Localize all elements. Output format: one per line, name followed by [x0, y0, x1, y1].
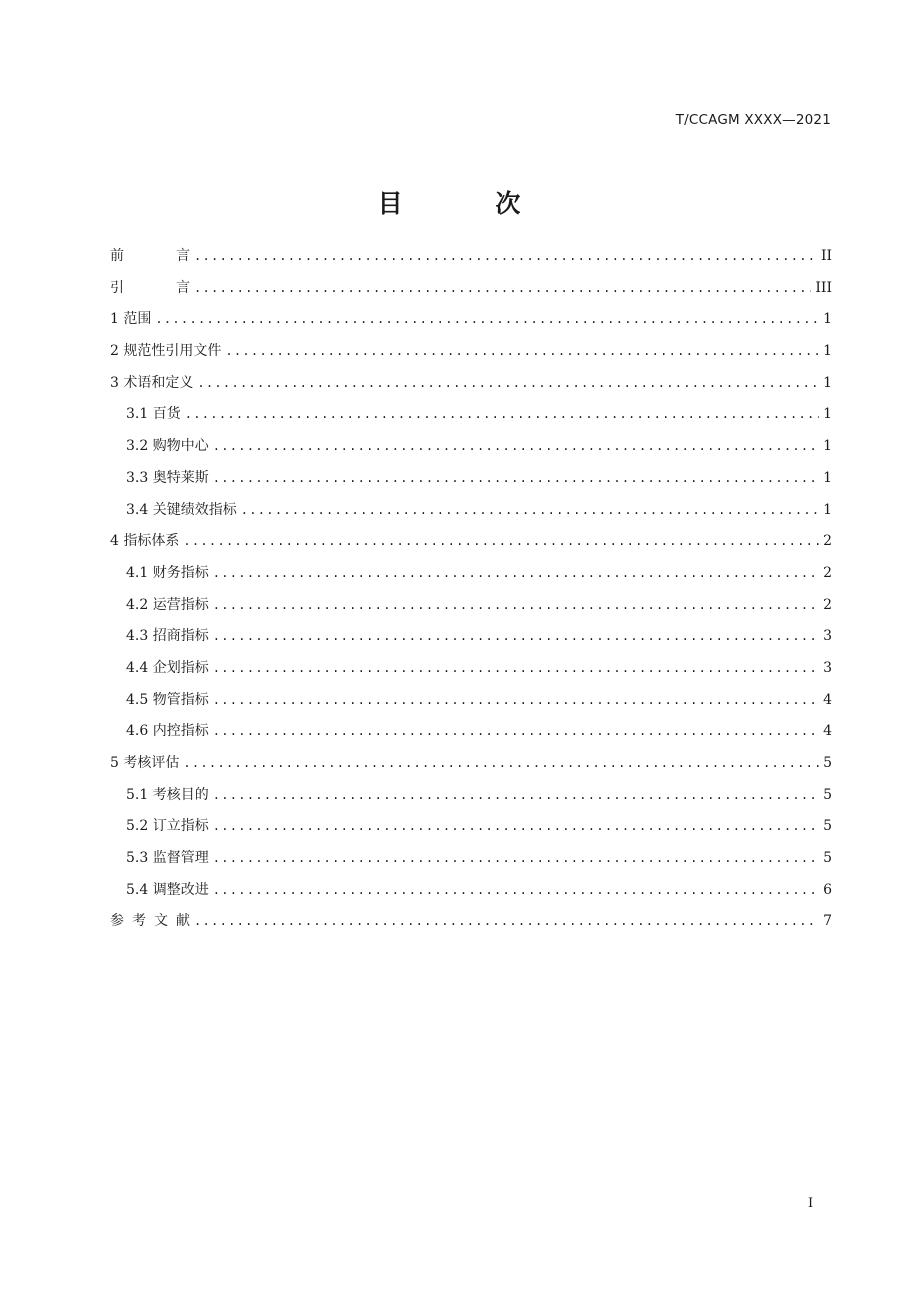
toc-entry-label: 3 术语和定义 — [110, 374, 194, 391]
toc-entry-label: 4.4 企划指标 — [126, 659, 209, 676]
toc-dot-leader — [213, 875, 819, 907]
toc-entry-page: 1 — [823, 343, 832, 360]
toc-dot-leader — [213, 685, 819, 717]
toc-entry[interactable] — [110, 368, 832, 400]
toc-entry-label: 5.3 监督管理 — [126, 850, 209, 867]
toc-dot-leader — [194, 241, 817, 273]
toc-entry[interactable] — [110, 685, 832, 717]
toc-dot-leader — [197, 368, 819, 400]
toc-entry[interactable] — [110, 558, 832, 590]
table-of-contents — [110, 241, 832, 938]
toc-title: 目 次 — [377, 189, 563, 218]
toc-entry-page: II — [820, 248, 832, 264]
toc-entry-page: 5 — [823, 850, 832, 867]
toc-entry[interactable] — [110, 621, 832, 653]
toc-entry-page: 3 — [823, 628, 832, 645]
toc-entry-label: 引 言 — [110, 279, 190, 296]
toc-entry-page: 6 — [823, 881, 832, 898]
toc-entry[interactable] — [110, 273, 832, 305]
toc-entry[interactable] — [110, 748, 832, 780]
toc-dot-leader — [183, 748, 819, 780]
toc-entry-page: 1 — [823, 374, 832, 391]
toc-entry[interactable] — [110, 431, 832, 463]
toc-entry-label: 3.2 购物中心 — [126, 438, 209, 455]
toc-entry-label: 4.2 运营指标 — [126, 596, 209, 613]
toc-entry-page: 1 — [823, 501, 832, 518]
page-number: I — [808, 1196, 814, 1211]
document-code: T/CCAGM XXXX—2021 — [675, 112, 831, 128]
toc-entry[interactable] — [110, 875, 832, 907]
toc-dot-leader — [225, 336, 819, 368]
toc-entry[interactable] — [110, 590, 832, 622]
toc-entry[interactable] — [110, 843, 832, 875]
toc-dot-leader — [213, 590, 819, 622]
toc-entry-page: 1 — [823, 311, 832, 328]
toc-dot-leader — [213, 463, 819, 495]
toc-entry-label: 1 范围 — [110, 311, 152, 328]
toc-entry[interactable] — [110, 811, 832, 843]
toc-entry-label: 2 规范性引用文件 — [110, 343, 222, 360]
toc-dot-leader — [241, 495, 819, 527]
toc-entry-label: 3.4 关键绩效指标 — [126, 501, 237, 518]
toc-dot-leader — [194, 273, 811, 305]
toc-entry-label: 3.1 百货 — [126, 406, 181, 423]
toc-entry-page: 5 — [823, 818, 832, 835]
toc-dot-leader — [213, 780, 819, 812]
toc-entry-label: 4.5 物管指标 — [126, 691, 209, 708]
toc-dot-leader — [185, 399, 819, 431]
toc-entry[interactable] — [110, 336, 832, 368]
toc-entry-page: 1 — [823, 469, 832, 486]
toc-entry[interactable] — [110, 399, 832, 431]
toc-entry-label: 5.4 调整改进 — [126, 881, 209, 898]
toc-entry[interactable] — [110, 780, 832, 812]
toc-dot-leader — [213, 431, 819, 463]
toc-entry-page: 4 — [823, 723, 832, 740]
toc-entry-page: III — [815, 279, 832, 296]
toc-entry[interactable] — [110, 716, 832, 748]
toc-dot-leader — [194, 906, 819, 938]
toc-entry-page: 1 — [823, 406, 832, 423]
toc-entry[interactable] — [110, 304, 832, 336]
toc-entry[interactable] — [110, 526, 832, 558]
toc-dot-leader — [213, 621, 819, 653]
toc-entry-label: 5.2 订立指标 — [126, 818, 209, 835]
toc-dot-leader — [213, 558, 819, 590]
toc-entry[interactable] — [110, 906, 832, 938]
toc-dot-leader — [213, 811, 819, 843]
toc-entry-page: 4 — [823, 691, 832, 708]
toc-dot-leader — [183, 526, 819, 558]
toc-dot-leader — [213, 653, 819, 685]
toc-entry-page: 2 — [823, 564, 832, 581]
toc-entry[interactable] — [110, 653, 832, 685]
toc-entry-label: 3.3 奥特莱斯 — [126, 469, 209, 486]
toc-entry[interactable] — [110, 495, 832, 527]
toc-entry-label: 前 言 — [110, 248, 190, 264]
toc-dot-leader — [155, 304, 819, 336]
toc-entry-page: 3 — [823, 659, 832, 676]
toc-entry-label: 4.3 招商指标 — [126, 628, 209, 645]
toc-entry[interactable] — [110, 241, 832, 273]
toc-entry-label: 5 考核评估 — [110, 755, 180, 771]
toc-entry[interactable] — [110, 463, 832, 495]
toc-entry-page: 2 — [823, 596, 832, 613]
toc-entry-page: 1 — [823, 438, 832, 455]
toc-entry-label: 4.1 财务指标 — [126, 564, 209, 581]
toc-entry-page: 5 — [823, 786, 832, 803]
toc-entry-label: 5.1 考核目的 — [126, 786, 209, 803]
toc-entry-page: 5 — [823, 755, 832, 771]
toc-dot-leader — [213, 843, 819, 875]
toc-entry-label: 参 考 文 献 — [110, 913, 190, 930]
toc-entry-label: 4 指标体系 — [110, 533, 180, 550]
toc-entry-page: 2 — [823, 533, 832, 550]
toc-dot-leader — [213, 716, 819, 748]
toc-entry-page: 7 — [823, 913, 832, 930]
toc-entry-label: 4.6 内控指标 — [126, 723, 209, 740]
